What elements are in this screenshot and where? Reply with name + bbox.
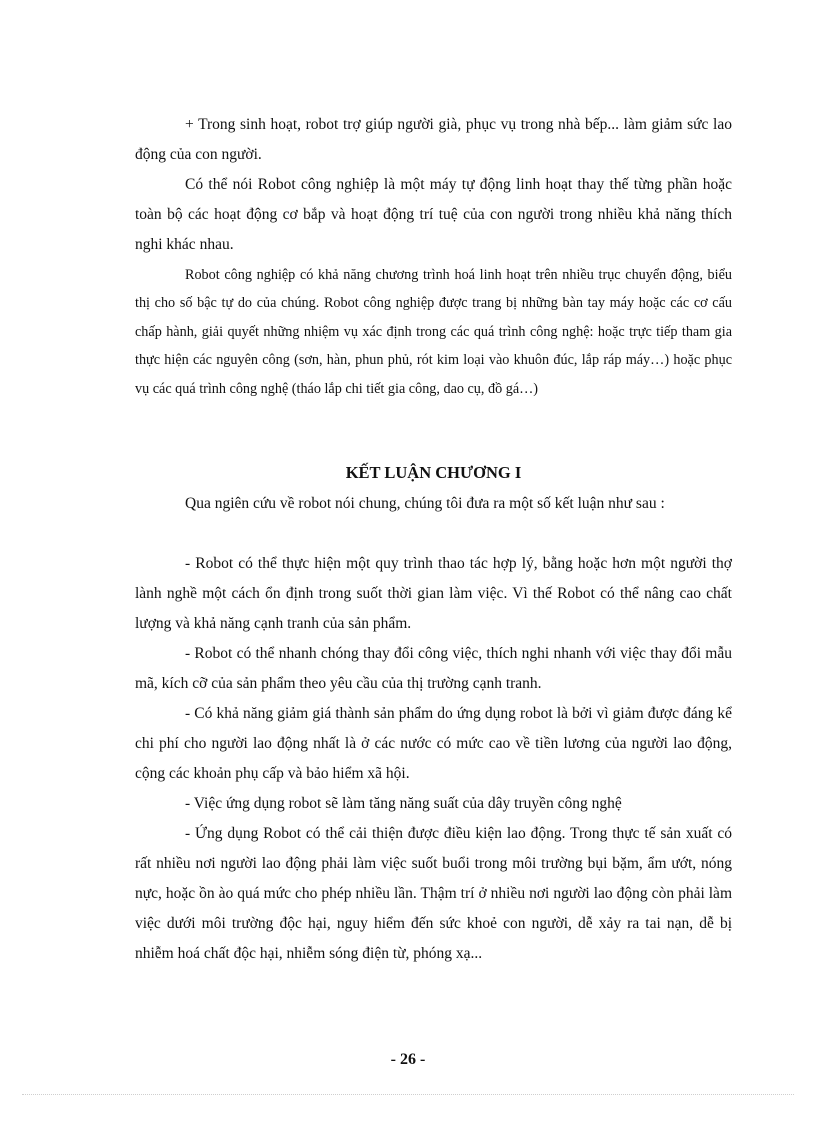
page-bottom-divider <box>22 1094 794 1095</box>
paragraph-conclusion-cost: - Có khả năng giảm giá thành sản phẩm do ứng dụng robot là bởi vì giảm được đáng kể chi phí cho người lao động nhất là ở các nước có mức cao về tiền lương của người lao động, cộng các khoản phụ cấp và bảo hiểm xã hội. <box>135 705 732 782</box>
paragraph-household-robots: + Trong sinh hoạt, robot trợ giúp người già, phục vụ trong nhà bếp... làm giảm sức lao động của con người. <box>135 116 732 163</box>
paragraph-conclusion-intro: Qua ngiên cứu về robot nói chung, chúng tôi đưa ra một số kết luận như sau : <box>185 495 665 512</box>
paragraph-conclusion-conditions: - Ứng dụng Robot có thể cải thiện được điều kiện lao động. Trong thực tế sản xuất có rất nhiều nơi người lao động phải làm việc suốt buổi trong môi trường bụi bặm, ẩm ướt, nóng nực, hoặc ồn ào quá mức cho phép nhiều lần. Thậm trí ở nhiều nơi người lao động còn phải làm việc dưới môi trường độc hại, nguy hiểm đến sức khoẻ con người, dễ xảy ra tai nạn, dễ bị nhiễm hoá chất độc hại, nhiễm sóng điện từ, phóng xạ... <box>135 825 732 962</box>
page-number: - 26 - <box>390 1051 426 1068</box>
paragraph-robot-programming: Robot công nghiệp có khả năng chương trình hoá linh hoạt trên nhiều trục chuyển động, biểu thị cho số bậc tự do của chúng. Robot công nghiệp được trang bị những bàn tay máy hoặc các cơ cấu chấp hành, giải quyết những nhiệm vụ xác định trong các quá trình công nghệ: hoặc trực tiếp tham gia thực hiện các nguyên công (sơn, hàn, phun phủ, rót kim loại vào khuôn đúc, lắp ráp máy…) hoặc phục vụ các quá trình công nghệ (tháo lắp chi tiết gia công, dao cụ, đồ gá…) <box>135 267 732 397</box>
paragraph-conclusion-productivity: - Việc ứng dụng robot sẽ làm tăng năng suất của dây truyền công nghệ <box>185 795 622 812</box>
section-heading: KẾT LUẬN CHƯƠNG I <box>345 463 522 482</box>
paragraph-conclusion-quality: - Robot có thể thực hiện một quy trình thao tác hợp lý, bằng hoặc hơn một người thợ lành nghề một cách ổn định trong suốt thời gian làm việc. Vì thế Robot có thể nâng cao chất lượng và khả năng cạnh tranh của sản phẩm. <box>135 555 732 632</box>
paragraph-robot-definition: Có thể nói Robot công nghiệp là một máy tự động linh hoạt thay thế từng phần hoặc toàn bộ các hoạt động cơ bắp và hoạt động trí tuệ của con người trong nhiều khả năng thích nghi khác nhau. <box>135 176 732 253</box>
paragraph-conclusion-flexibility: - Robot có thể nhanh chóng thay đổi công việc, thích nghi nhanh với việc thay đổi mẫu mã, kích cỡ của sản phẩm theo yêu cầu của thị trường cạnh tranh. <box>135 645 732 692</box>
